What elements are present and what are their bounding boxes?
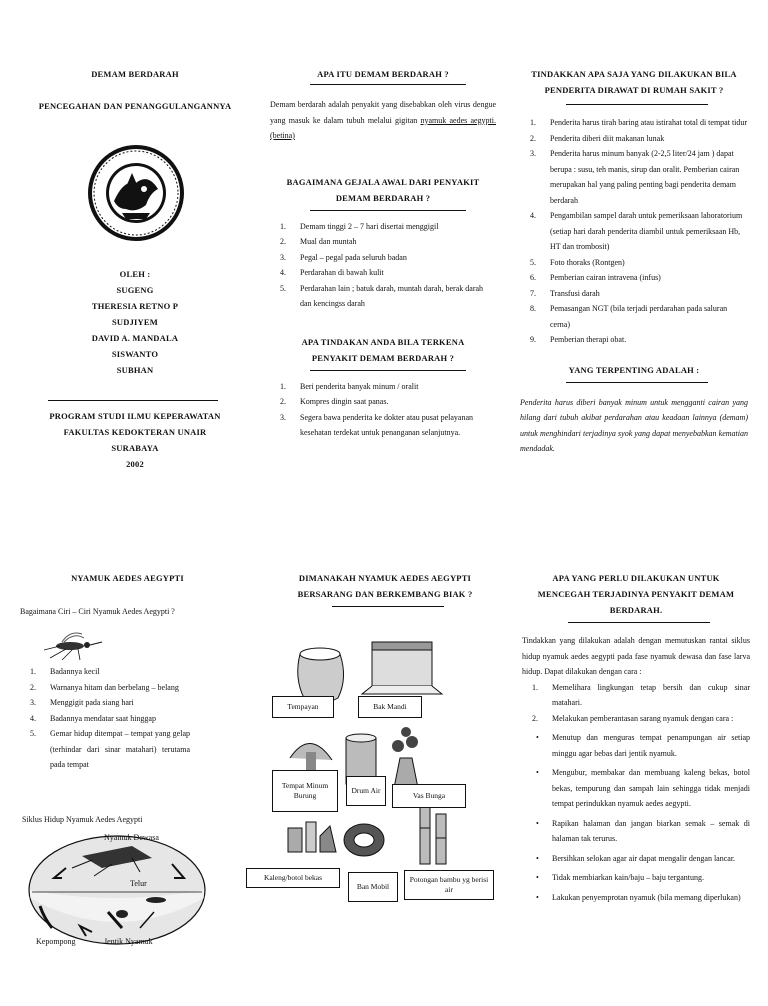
label-drum: Drum Air [346, 776, 386, 806]
list-item: 2. Melakukan pemberantasan sarang nyamuk dengan cara : [532, 713, 734, 723]
panel-breeding [270, 570, 500, 607]
panel-hospital [520, 66, 748, 457]
list-item: 3. Pegal – pegal pada seluruh badan [280, 252, 407, 262]
heading-what-is: APA ITU DEMAM BERDARAH ? [317, 69, 449, 79]
cycle-label-adult: Nyamuk Dewasa [104, 833, 159, 842]
list-item: 5. Perdarahan lain ; batuk darah, muntah darah, berak darah dan kencingss darah [280, 283, 484, 308]
list-item: 4. Badannya mendatar saat hinggap [30, 713, 156, 723]
label-bak-mandi: Bak Mandi [358, 696, 422, 718]
list-item: 2. Warnanya hitam dan berbelang – belang [30, 682, 179, 692]
list-item: 3. Segera bawa penderita ke dokter atau pusat pelayanan kesehatan terdekat untuk penanganan selanjutnya. [280, 412, 474, 437]
traits-question: Bagaimana Ciri – Ciri Nyamuk Aedes Aegypti ? [20, 607, 175, 616]
label-ban: Ban Mobil [348, 872, 398, 902]
list-item: 2. Mual dan muntah [280, 237, 357, 246]
panel-cover [20, 66, 250, 114]
panel-mosquito [20, 570, 235, 620]
list-item: 9. Pemberian therapi obat. [530, 335, 627, 344]
hospital-list [520, 115, 748, 348]
list-item: • Rapikan halaman dan jangan biarkan semak – semak di halaman tak terurus. [536, 818, 750, 843]
heading-actions: APA TINDAKAN ANDA BILA TERKENA PENYAKIT DEMAM BERDARAH ? [301, 336, 465, 363]
label-tempayan: Tempayan [272, 696, 334, 718]
cover-subtitle: PENCEGAHAN DAN PENANGGULANGANNYA [38, 101, 232, 111]
list-item: 4. Pengambilan sampel darah untuk pemeriksaan laboratorium (setiap hari darah penderita diambil untuk pemeriksaan Hb, HT dan trombosit) [530, 211, 743, 251]
list-item: • Lakukan penyemprotan nyamuk (bila memang diperlukan) [536, 892, 741, 902]
panel-cover-institution [20, 408, 250, 472]
actions-list [270, 379, 496, 441]
list-item: 3. Menggigit pada siang hari [30, 698, 134, 707]
program-name: PROGRAM STUDI ILMU KEPERAWATAN [49, 411, 221, 421]
heading-prevention: APA YANG PERLU DILAKUKAN UNTUK MENCEGAH TERJADINYA PENYAKIT DEMAM BERDARAH. [537, 573, 735, 615]
panel-cover-authors [20, 266, 250, 378]
author-name: THERESIA RETNO P [91, 301, 179, 311]
author-name: SUBHAN [116, 365, 154, 375]
cycle-label-egg: Telur [130, 879, 147, 888]
author-name: SISWANTO [111, 349, 159, 359]
breeding-sites-illustration [280, 628, 480, 888]
list-item: 1. Demam tinggi 2 – 7 hari disertai menggigil [280, 221, 439, 231]
heading-mosquito: NYAMUK AEDES AEGYPTI [71, 573, 184, 583]
author-name: SUGENG [116, 285, 154, 295]
prevention-intro: Tindakkan yang dilakukan adalah dengan memutuskan rantai siklus hidup nyamuk aedes aegypti pada fase nyamuk dewasa dan fase larva hidup. Dapat dilakukan dengan cara : [522, 636, 750, 676]
label-vas-bunga: Vas Bunga [392, 784, 466, 808]
faculty-name: FAKULTAS KEDOKTERAN UNAIR [63, 427, 207, 437]
cycle-label-pupa: Kepompong [36, 937, 76, 946]
cycle-label-larva: Jentik Nyamuk [104, 937, 153, 946]
label-tempat-minum: Tempat Minum Burung [272, 770, 338, 812]
divider [566, 104, 708, 105]
traits-block [20, 664, 190, 773]
prevention-numbered-list [522, 680, 750, 727]
prevention-bullet-list [522, 730, 750, 905]
list-item: 1. Beri penderita banyak minum / oralit [280, 381, 419, 391]
divider [566, 382, 708, 383]
important-text: Penderita harus diberi banyak minum untuk mengganti cairan yang hilang dari tubuh akibat perdarahan atau keadaan lainnya (demam) untuk menghindari terjadinya syok yang dapat menyebabkan kematian mendadak. [520, 397, 748, 453]
list-item: 4. Perdarahan di bawah kulit [280, 268, 384, 277]
list-item: 7. Transfusi darah [530, 288, 600, 298]
list-item: 1. Badannya kecil [30, 667, 100, 676]
divider [332, 606, 444, 607]
list-item: • Tidak membiarkan kain/baju – baju tergantung. [536, 873, 704, 882]
university-seal-logo [86, 143, 186, 243]
traits-list [20, 664, 190, 773]
divider [310, 210, 466, 211]
list-item: 5. Foto thoraks (Rontgen) [530, 257, 625, 267]
label-bambu: Potongan bambu yg berisi air [404, 870, 494, 900]
heading-hospital: TINDAKKAN APA SAJA YANG DILAKUKAN BILA PENDERITA DIRAWAT DI RUMAH SAKIT ? [531, 69, 737, 95]
author-name: DAVID A. MANDALA [91, 333, 179, 343]
author-name: SUDJIYEM [112, 317, 158, 327]
list-item: 2. Penderita diberi diit makanan lunak [530, 133, 665, 143]
cycle-title: Siklus Hidup Nyamuk Aedes Aegypti [22, 815, 143, 824]
year: 2002 [126, 459, 144, 469]
list-item: 3. Penderita harus minum banyak (2-2,5 liter/24 jam ) dapat berupa : susu, teh manis, sirup dan oralit. Pemberian cairan merupakan hal yang paling penting bagi penderita demam berdarah [530, 149, 740, 205]
divider [568, 622, 710, 623]
heading-breeding: DIMANAKAH NYAMUK AEDES AEGYPTI BERSARANG DAN BERKEMBANG BIAK ? [297, 573, 473, 599]
cover-title: DEMAM BERDARAH [91, 69, 179, 79]
list-item: 1. Memelihara lingkungan tetap bersih dan cukup sinar matahari. [532, 682, 750, 707]
list-item: • Menutup dan menguras tempat penampungan air setiap minggu agar bebas dari jentik nyamuk. [536, 733, 750, 758]
heading-symptoms: BAGAIMANA GEJALA AWAL DARI PENYAKIT DEMAM BERDARAH ? [286, 176, 480, 203]
list-item: • Bersihkan selokan agar air dapat mengalir dengan lancar. [536, 853, 736, 863]
list-item: 2. Kompres dingin saat panas. [280, 397, 389, 406]
heading-important: YANG TERPENTING ADALAH : [568, 364, 700, 375]
list-item: 8. Pemasangan NGT (bila terjadi perdarahan pada saluran cerna) [530, 304, 728, 329]
city-name: SURABAYA [111, 443, 159, 453]
list-item: • Mengubur, membakar dan membuang kaleng bekas, botol bekas, tempurung dan sampah lain sehingga tidak menjadi tempat perindukkan nyamuk aedes aegypti. [536, 768, 750, 808]
divider [310, 84, 466, 85]
life-cycle-diagram [22, 828, 212, 948]
symptoms-list [270, 219, 496, 312]
definition-text: Demam berdarah adalah penyakit yang disebabkan oleh virus dengue yang masuk ke dalam tubuh melalui gigitan nyamuk aedes aegypti. (betina) [270, 100, 497, 140]
panel-what-is [270, 66, 496, 441]
panel-prevention [522, 570, 750, 905]
cover-divider [48, 400, 218, 401]
authors-label: OLEH : [119, 269, 151, 279]
list-item: 1. Penderita harus tirah baring atau istirahat total di tempat tidur [530, 118, 748, 127]
divider [310, 370, 466, 371]
label-kaleng: Kaleng/botol bekas [246, 868, 340, 888]
mosquito-illustration [40, 628, 110, 662]
list-item: 6. Pemberian cairan intravena (infus) [530, 273, 661, 282]
list-item: 5. Gemar hidup ditempat – tempat yang gelap (terhindar dari sinar matahari) terutama pada tempat [30, 729, 190, 769]
